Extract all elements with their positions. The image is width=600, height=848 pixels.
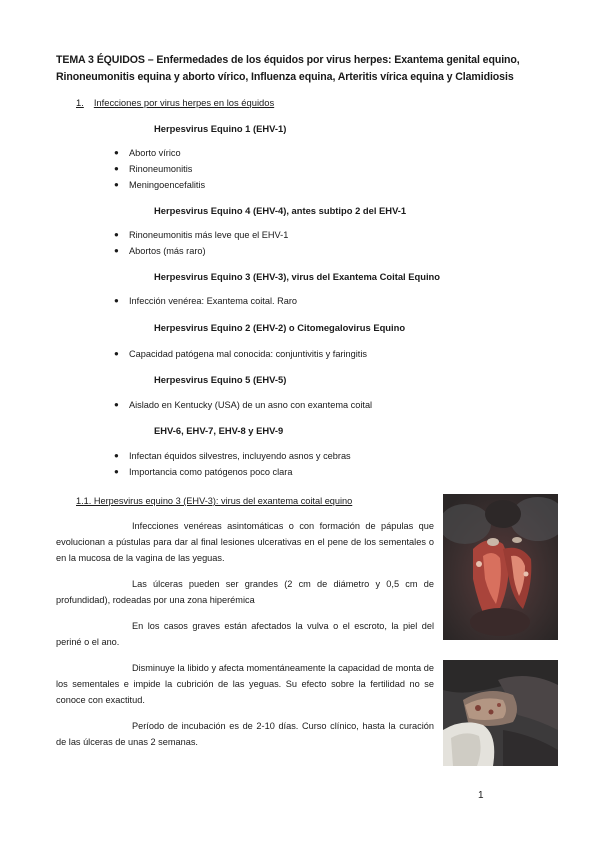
section-1-heading [76, 97, 274, 108]
bullet-icon: ● [114, 148, 119, 157]
bullet-icon: ● [114, 467, 119, 476]
subheading-ehv3: Herpesvirus Equino 3 (EHV-3), virus del Exantema Coital Equino [154, 271, 441, 282]
document-title: TEMA 3 ÉQUIDOS – Enfermedades de los équidos por virus herpes: Exantema genital equino, Rinoneumonitis equina y aborto vírico, Influenza equina, Arteritis vírica equina y Clamidiosis [56, 54, 520, 83]
page-number: 1 [478, 790, 484, 801]
paragraph: Disminuye la libido y afecta momentáneamente la capacidad de monta de los sementales e impide la cubrición de las yeguas. Su efecto sobre la fertilidad no se conoce con exactitud. [56, 663, 434, 705]
bullet-icon: ● [114, 164, 119, 173]
subheading-ehv1: Herpesvirus Equino 1 (EHV-1) [154, 123, 287, 134]
bullet-icon: ● [114, 180, 119, 189]
bullet-icon: ● [114, 400, 119, 409]
document-page: TEMA 3 ÉQUIDOS – Enfermedades de los équidos por virus herpes: Exantema genital equino, Rinoneumonitis equina y aborto vírico, Influenza equina, Arteritis vírica equina y Clamidiosis 1. Infecciones por virus herpes en los équidos Herpesvirus Equino 1 (EHV-1) ● Aborto vírico ● Rinoneumonitis ● Meningoencefalitis Herpesvirus Equino 4 (EHV-4), antes subtipo 2 del EHV-1 ● Rinoneumonitis más leve que el EHV-1 ● Abortos (más raro) Herpesvirus Equino 3 (EHV-3), virus del Exantema Coital Equino ● Infección venérea: Exantema coital. Raro Herpesvirus Equino 2 (EHV-2) o Citomegalovirus Equino ● Capacidad patógena mal conocida: conjuntivitis y faringitis Herpesvirus Equino 5 (EHV-5) ● Aislado en Kentucky (USA) de un asno con exantema coital EHV-6, EHV-7, EHV-8 y EHV-9 ● Infectan équidos silvestres, incluyendo asnos y cebras ● Importancia como patógenos poco clara 1.1. Herpesvirus equino 3 (EHV-3): virus del exantema coital equino Infecciones venéreas asintomáticas o con formación de pápulas que evolucionan a pústulas para dar al final lesiones ulcerativas en el pene de los sementales o en la mucosa de la vagina de las yeguas. Las úlceras pueden ser grandes (2 cm de diámetro y 0,5 cm de profundidad), rodeadas por una zona hiperémica En los casos graves están afectados la vulva o el escroto, la piel del periné o el ano. Disminuye la libido y afecta momentáneamente la capacidad de monta de los sementales e impide la cubrición de las yeguas. Su efecto sobre la fertilidad no se conoce con exactitud. Período de incubación es de 2-10 días. Curso clínico, hasta la curación de las úlceras de unas 2 semanas. 1 [0, 0, 600, 848]
section-number: 1. [76, 97, 84, 108]
bullet-icon: ● [114, 349, 119, 358]
bullet-icon: ● [114, 296, 119, 305]
subheading-ehv6-9: EHV-6, EHV-7, EHV-8 y EHV-9 [154, 425, 284, 436]
subheading-ehv4: Herpesvirus Equino 4 (EHV-4), antes subtipo 2 del EHV-1 [154, 205, 407, 216]
bullet-icon: ● [114, 230, 119, 239]
subheading-ehv5: Herpesvirus Equino 5 (EHV-5) [154, 374, 287, 385]
lesion-photo-mare [443, 494, 558, 640]
paragraph: Infecciones venéreas asintomáticas o con formación de pápulas que evolucionan a pústulas para dar al final lesiones ulcerativas en el pene de los sementales o en la mucosa de la vagina de las yeguas. [56, 521, 434, 563]
paragraph: Período de incubación es de 2-10 días. Curso clínico, hasta la curación de las úlceras de unas 2 semanas. [56, 721, 434, 747]
bullet-icon: ● [114, 246, 119, 255]
paragraph: En los casos graves están afectados la vulva o el escroto, la piel del periné o el ano. [56, 621, 434, 647]
section-1-1-heading: 1.1. Herpesvirus equino 3 (EHV-3): virus del exantema coital equino [76, 496, 353, 506]
lesion-photo-stallion [443, 660, 558, 766]
section-title: Infecciones por virus herpes en los équidos [93, 97, 275, 108]
paragraph: Las úlceras pueden ser grandes (2 cm de diámetro y 0,5 cm de profundidad), rodeadas por una zona hiperémica [56, 579, 434, 605]
bullet-icon: ● [114, 451, 119, 460]
subheading-ehv2: Herpesvirus Equino 2 (EHV-2) o Citomegalovirus Equino [154, 322, 406, 333]
